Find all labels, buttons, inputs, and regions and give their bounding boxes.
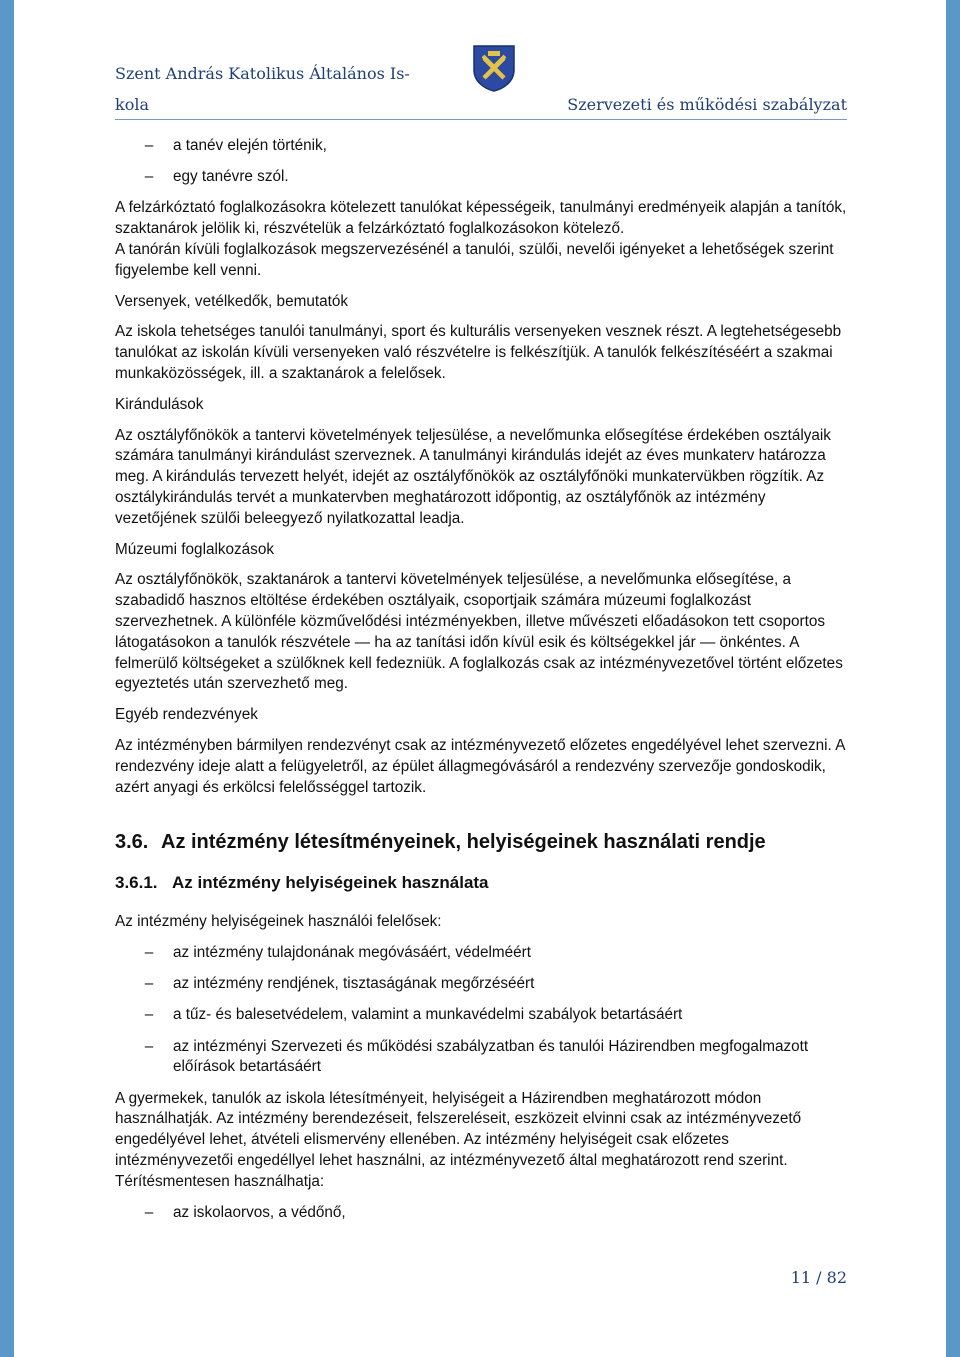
paragraph-versenyek: Az iskola tehetséges tanulói tanulmányi, sport és kulturális versenyeken vesznek részt. A legtehetségesebb tanulókat az iskolán kívüli versenyeken való részvételre is felkészítjük. A tanulók felkészítéséért a szakmai munkaközösségek, ill. a szaktanárok a felelősek.: [115, 323, 842, 382]
list-item-text: egy tanévre szól.: [173, 168, 289, 186]
list-item: [115, 1005, 847, 1026]
paragraph-felzarkoztato: A felzárkóztató foglalkozásokra kötelezett tanulókat képességeik, tanulmányi eredményeik alapján a tanítók, szaktanárok jelölik ki, részvételük a felzárkóztató foglalkozásokon kötelező.: [115, 199, 847, 238]
list-item: [115, 136, 847, 157]
subsection-number: 3.6.1.: [115, 873, 158, 893]
dash-bullet: –: [144, 1037, 154, 1055]
subheading-egyeb: Egyéb rendezvények: [115, 706, 258, 724]
list-item: [115, 167, 847, 188]
section-number: 3.6.: [115, 831, 149, 854]
left-accent-bar: [0, 0, 14, 1357]
bullet-list-teritesmentes: [115, 1203, 847, 1224]
paragraph-kirandulasok: Az osztályfőnökök a tantervi követelmények teljesülése, a nevelőmunka elősegítése érdekében osztályaik számára tanulmányi kirándulást szerveznek. A tanulmányi kirándulás idejét az éves munkaterv határozza meg. A kirándulás tervezett helyét, idejét az osztályfőnökök az osztályfőnöki munkatervükben rögzítik. Az osztálykirándulás tervét a munkatervben meghatározott időpontig, az osztályfőnök az intézmény vezetőjének szülői beleegyező nyilatkozattal leadja.: [115, 426, 831, 527]
paragraph-egyeb: Az intézményben bármilyen rendezvényt csak az intézményvezető előzetes engedélyével lehet szervezni. A rendezvény ideje alatt a felügyeletről, az épület állagmegóvásáról a rendezvény szervezője gondoskodik, azért anyagi és erkölcsi felelősséggel tartozik.: [115, 736, 845, 796]
document-body: [115, 136, 847, 1234]
bullet-list-felelosek: [115, 943, 847, 1078]
subsection-title: Az intézmény helyiségeinek használata: [172, 873, 489, 893]
list-item: [115, 1203, 847, 1224]
paragraph-gyermekek: A gyermekek, tanulók az iskola létesítményeit, helyiségeit a Házirendben meghatározott módon használhatják. Az intézmény berendezéseit, felszereléseit, eszközeit elvinni csak az intézményvezető engedélyével lehet, átvételi elismervény ellenében. Az intézmény helyiségeit csak előzetes intézményvezetői engedéllyel lehet használni, az intézményvezető által meghatározott rend szerint. Térítésmentesen használhatja:: [115, 1089, 802, 1190]
list-item-text: az intézményi Szervezeti és működési szabályzatban és tanulói Házirendben megfogalmazott előírások betartásáért: [173, 1037, 809, 1076]
dash-bullet: –: [144, 1203, 154, 1221]
list-item-text: az intézmény tulajdonának megóvásáért, védelméért: [173, 944, 531, 962]
section-title: Az intézmény létesítményeinek, helyiségeinek használati rendje: [161, 831, 766, 854]
paragraph-felelosek: Az intézmény helyiségeinek használói felelősek:: [115, 913, 442, 931]
dash-bullet: –: [144, 944, 154, 962]
bullet-list-tanev: [115, 136, 847, 188]
subheading-kirandulasok: Kirándulások: [115, 395, 204, 413]
dash-bullet: –: [144, 975, 154, 993]
dash-bullet: –: [144, 1006, 154, 1024]
document-title: Szervezeti és működési szabályzat: [567, 95, 847, 114]
school-name: [115, 58, 410, 120]
header-rule: [115, 119, 847, 120]
subheading-muzeumi: Múzeumi foglalkozások: [115, 540, 274, 558]
paragraph-tanoran-kivuli: A tanórán kívüli foglalkozások megszervezésénél a tanulói, szülői, nevelői igényeket a lehetőségek szerint figyelembe kell venni.: [115, 240, 834, 279]
list-item-text: az intézmény rendjének, tisztaságának megőrzéséért: [173, 975, 535, 993]
list-item: [115, 943, 847, 964]
list-item-text: az iskolaorvos, a védőnő,: [173, 1203, 346, 1221]
dash-bullet: –: [144, 137, 154, 154]
subsection-heading-3-6-1: [115, 870, 847, 896]
list-item-text: a tanév elején történik,: [173, 137, 327, 154]
school-name-line2: kola: [115, 95, 149, 114]
subheading-versenyek: Versenyek, vetélkedők, bemutatók: [115, 292, 348, 310]
paragraph-muzeumi: Az osztályfőnökök, szaktanárok a tantervi követelmények teljesülése, a nevelőmunka elősegítése, a szabadidő hasznos eltöltése érdekében osztályaik, csoportjaik számára múzeumi foglalkozást szervezhetnek. A különféle közművelődési intézményekben, illetve művészeti előadásokon tett csoportos látogatásokon a tanulók részvétele — ha az tanítási időn kívül esik és költségekkel jár — önkéntes. A felmerülő költségeket a szülőknek kell fedezniük. A foglalkozás csak az intézményvezetővel történt előzetes egyeztetés után szervezhető meg.: [115, 571, 843, 693]
page-header: [115, 50, 847, 120]
section-heading-3-6: [115, 828, 847, 856]
school-crest-icon: [472, 44, 516, 92]
page-number: 11 / 82: [790, 1268, 847, 1287]
right-accent-bar: [946, 0, 960, 1357]
list-item: [115, 1037, 847, 1079]
school-name-line1: Szent András Katolikus Általános Is-: [115, 64, 410, 83]
list-item: [115, 974, 847, 995]
dash-bullet: –: [144, 168, 154, 186]
list-item-text: a tűz- és balesetvédelem, valamint a munkavédelmi szabályok betartásáért: [173, 1006, 683, 1024]
